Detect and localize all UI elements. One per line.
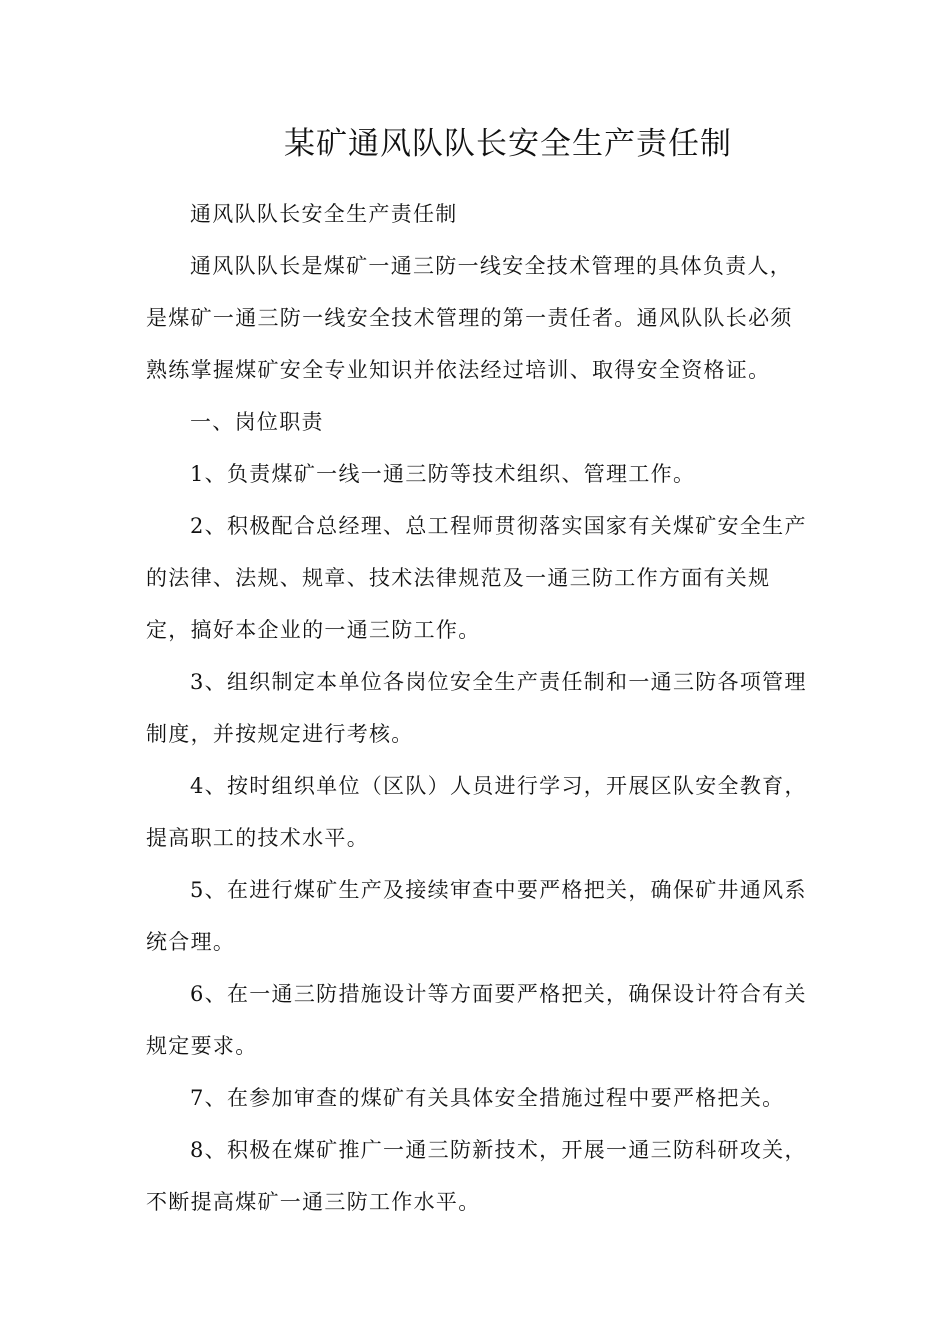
- paragraph-line: 提高职工的技术水平。: [146, 826, 369, 850]
- paragraph-line: 规定要求。: [146, 1034, 258, 1058]
- document-title: 某矿通风队队长安全生产责任制: [284, 126, 732, 162]
- paragraph-line: 4、按时组织单位（区队）人员进行学习，开展区队安全教育，: [190, 774, 807, 798]
- paragraph-line: 不断提高煤矿一通三防工作水平。: [146, 1190, 481, 1214]
- paragraph-line: 统合理。: [146, 930, 236, 954]
- paragraph-line: 是煤矿一通三防一线安全技术管理的第一责任者。通风队队长必须: [146, 306, 793, 330]
- paragraph-line: 熟练掌握煤矿安全专业知识并依法经过培训、取得安全资格证。: [146, 358, 771, 382]
- subtitle-line: 通风队队长安全生产责任制: [190, 202, 458, 226]
- paragraph-line: 5、在进行煤矿生产及接续审查中要严格把关，确保矿井通风系: [190, 878, 807, 902]
- paragraph-line: 2、积极配合总经理、总工程师贯彻落实国家有关煤矿安全生产: [190, 514, 807, 538]
- paragraph-line: 1、负责煤矿一线一通三防等技术组织、管理工作。: [190, 462, 696, 486]
- section-heading: 一、岗位职责: [190, 410, 324, 434]
- paragraph-line: 制度，并按规定进行考核。: [146, 722, 414, 746]
- paragraph-line: 3、组织制定本单位各岗位安全生产责任制和一通三防各项管理: [190, 670, 807, 694]
- paragraph-line: 8、积极在煤矿推广一通三防新技术，开展一通三防科研攻关，: [190, 1138, 807, 1162]
- paragraph-line: 6、在一通三防措施设计等方面要严格把关，确保设计符合有关: [190, 982, 807, 1006]
- paragraph-line: 定，搞好本企业的一通三防工作。: [146, 618, 481, 642]
- paragraph-line: 通风队队长是煤矿一通三防一线安全技术管理的具体负责人，: [190, 254, 793, 278]
- paragraph-line: 的法律、法规、规章、技术法律规范及一通三防工作方面有关规: [146, 566, 771, 590]
- paragraph-line: 7、在参加审查的煤矿有关具体安全措施过程中要严格把关。: [190, 1086, 785, 1110]
